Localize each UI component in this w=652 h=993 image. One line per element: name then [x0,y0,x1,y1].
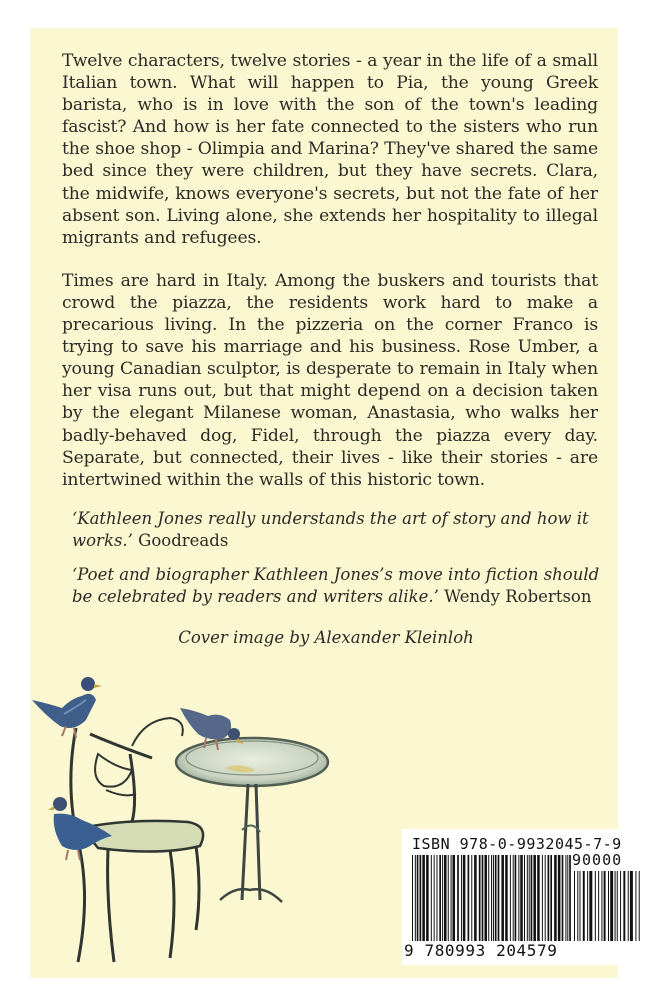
barcode-bar [587,871,588,941]
barcode-bar [533,855,536,941]
barcode-bar [431,855,432,941]
barcode-bar [545,855,546,941]
barcode-bar [463,855,466,941]
barcode-bar [420,855,422,941]
barcode-bar [562,855,564,941]
barcode-bar [515,855,517,941]
addon-bars [574,871,642,941]
barcode-bar [452,855,455,941]
barcode-bar [608,871,609,941]
barcode-bar [615,871,616,941]
barcode-bar [510,855,511,941]
barcode-bar [491,855,492,941]
barcode-bar [635,871,636,941]
review-quote-text: ‘Kathleen Jones really understands the art of story and how it works.’ [72,509,589,550]
barcode-bar [439,855,441,941]
isbn-barcode [402,829,646,965]
barcode-bar [628,871,629,941]
barcode-bar [498,855,500,941]
barcode-bar [589,871,592,941]
barcode-bar [412,855,413,941]
barcode-bar [482,855,484,941]
barcode-bar [565,855,566,941]
cafe-chair-pigeons-illustration [20,650,380,980]
barcode-bar [417,855,419,941]
barcode-bar [531,855,533,941]
cover-image-credit: Cover image by Alexander Kleinloh [178,628,474,647]
barcode-bar [610,871,613,941]
blurb-paragraph-1: Twelve characters, twelve stories - a year in the life of a small Italian town. What will happen to Pia, the young Greek barista, who is in love with the son of the town's leading fascist? And how is her fate connected to the sisters who run the shoe shop - Olimpia and Marina? They've shared the same bed since they were children, but they have secrets. Clara, the midwife, knows everyone's secrets, but not the fate of her absent son. Living alone, she extends her hospitality to illegal migrants and refugees. [62,51,598,248]
barcode-bar [513,855,514,941]
barcode-bar [579,871,580,941]
barcode-bar [471,855,472,941]
review-quote-text: ‘Poet and biographer Kathleen Jones’s move into fiction should be celebrated by readers and writers alike.’ [72,565,600,606]
barcode-bar [448,855,449,941]
ean-bars [412,855,572,941]
isbn-label: ISBN 978-0-9932045-7-9 [412,835,622,853]
barcode-bar [501,855,504,941]
barcode-bar [479,855,481,941]
barcode-bar [457,855,459,941]
barcode-bar [617,871,618,941]
barcode-bar [520,855,523,941]
barcode-bar [505,855,508,941]
barcode-addon-number: 90000 [572,851,623,869]
barcode-bar [444,855,447,941]
barcode-bar [436,855,437,941]
barcode-bar [426,855,429,941]
review-quote-source: Goodreads [138,530,229,550]
barcode-bar [583,871,585,941]
barcode-bar [524,855,525,941]
barcode-bar [442,855,443,941]
barcode-bar [569,855,571,941]
barcode-bar [577,871,578,941]
barcode-bar [537,855,540,941]
barcode-bar [415,855,416,941]
barcode-bar [451,855,452,941]
barcode-bar [461,855,462,941]
barcode-bar [630,871,633,941]
barcode-bar [639,871,640,941]
barcode-bar [623,871,625,941]
barcode-bar [484,855,487,941]
barcode-bar [550,855,552,941]
barcode-bar [601,871,602,941]
barcode-bar [422,855,425,941]
barcode-bar [488,855,489,941]
barcode-bar [604,871,606,941]
barcode-bar [493,855,494,941]
pigeon-icon [32,677,102,738]
review-quote-1 [72,508,602,551]
blurb-paragraph-2: Times are hard in Italy. Among the buskers and tourists that crowd the piazza, the residents work hard to make a precarious living. In the pizzeria on the corner Franco is trying to save his marriage and his business. Rose Umber, a young Canadian sculptor, is desperate to remain in Italy when her visa runs out, but that might depend on a decision taken by the elegant Milanese woman, Anastasia, who walks her badly-behaved dog, Fidel, through the piazza every day. Separate, but connected, their lives - like their stories - are intertwined within the walls of this historic town. [62,270,598,490]
barcode-bar [529,855,530,941]
barcode-bar [554,855,557,941]
barcode-bar [542,855,543,941]
barcode-bar [558,855,561,941]
barcode-bar [595,871,596,941]
ean-number: 9 780993 204579 [404,941,558,960]
barcode-bar [548,855,550,941]
barcode-bar [434,855,435,941]
review-quote-source: Wendy Robertson [444,586,592,606]
blurb-text [62,50,598,512]
barcode-bar [474,855,477,941]
barcode-bar [620,871,621,941]
review-quote-2 [72,564,602,607]
barcode-bar [468,855,470,941]
barcode-bar [598,871,599,941]
barcode-bar [518,855,519,941]
barcode-bar [527,855,528,941]
barcode-bar [567,855,568,941]
barcode-bar [574,871,575,941]
barcode-bar [495,855,497,941]
